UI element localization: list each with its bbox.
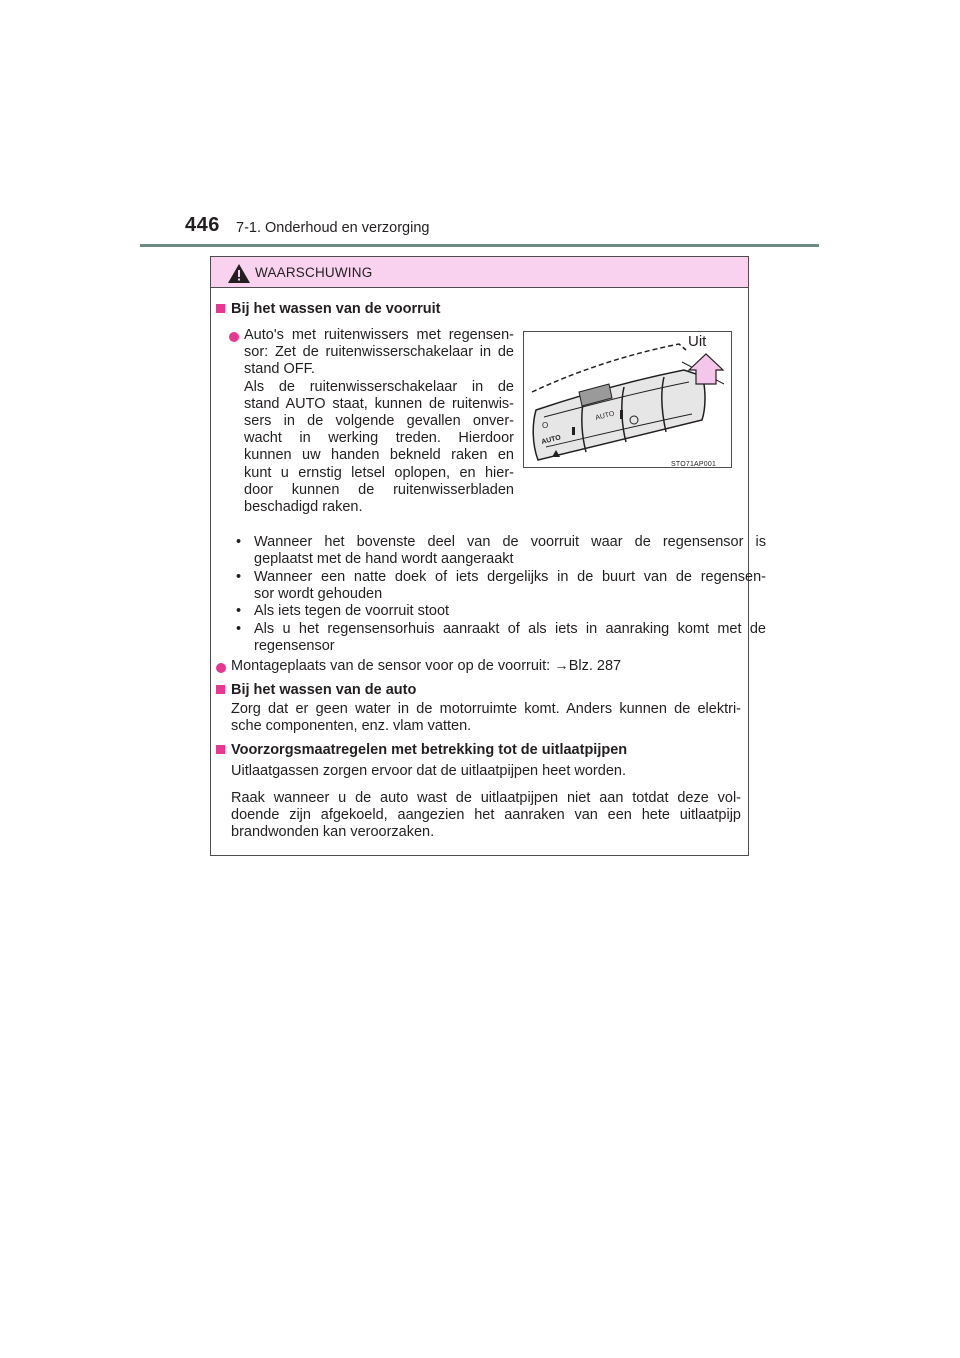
bullet-regensensor: Auto's met ruitenwissers met regensen- sor: Zet de ruitenwisserschakelaar in de stand OFF. Als de ruitenwisserschakelaar in de stand AUTO staat, kunnen de ruitenwis- sers in de volgende gevallen onver- wacht in werking treden. Hierdoor kunnen uw handen bekneld raken en kunt u ernstig letsel oplopen, en hier- door kunnen de ruitenwisserbladen beschadigd raken. (244, 327, 514, 516)
figure-code: STO71AP001 (671, 461, 717, 468)
section-paragraph: Uitlaatgassen zorgen ervoor dat de uitlaatpijpen heet worden. (231, 763, 626, 779)
warning-title: WAARSCHUWING (255, 265, 373, 280)
warning-box: WAARSCHUWING Bij het wassen van de voorruit Auto's met ruitenwissers met regensen- sor: Zet de ruitenwisserschakelaar in de stand OFF. Als de ruitenwisserschakelaar in de stand AUTO staat, kunnen de ruitenwis- sers in de volgende gevallen onver- wacht in werking treden. Hierdoor kunnen uw handen bekneld raken en kunt u ernstig letsel oplopen, en hier- door kunnen de ruitenwisserbladen beschadigd raken. AUTO AUTO O Uit STO71AP001 • Wanneer het bovenste deel van de voorruit waar de regensensor is geplaatst met de hand wordt aangeraakt • Wanneer een natte doek of iets dergelijks in de buurt van de regensen- sor wordt gehouden • Als iets tegen de voorruit stoot • Als u het regensensorhuis aanraakt of als iets in aanraking komt met de regensensor Montageplaats van de sensor voor op de voorruit: →Blz. 287 Bij het wassen van de auto Zorg dat er geen water in de motorruimte komt. Anders kunnen de elektri- sche componenten, enz. vlam vatten. Voorzorgsmaatregelen met betrekking tot de uitlaatpijpen Uitlaatgassen zorgen ervoor dat de uitlaatpijpen heet worden. Raak wanneer u de auto wast de uitlaatpijpen niet aan totdat deze vol- doende zijn afgekoeld, aangezien het aanraken van een hete uitlaatpijp brandwonden kan veroorzaken. (210, 256, 749, 856)
warning-header (211, 257, 748, 288)
square-bullet-icon (216, 304, 225, 313)
wiper-switch-figure (523, 331, 732, 468)
circle-bullet-icon (216, 663, 226, 673)
circle-bullet-icon (229, 332, 239, 342)
header-rule (140, 244, 819, 247)
switch-auto-label-1: AUTO (594, 410, 616, 422)
figure-label: Uit (688, 333, 707, 350)
square-bullet-icon (216, 745, 225, 754)
sensor-location-note: Montageplaats van de sensor voor op de voorruit: →Blz. 287 (231, 658, 622, 674)
section-heading-voorruit: Bij het wassen van de voorruit (216, 301, 441, 318)
page-number: 446 (185, 214, 220, 236)
switch-auto-label-2: AUTO (540, 434, 562, 446)
warning-triangle-icon (228, 264, 250, 283)
section-paragraph: Raak wanneer u de auto wast de uitlaatpijpen niet aan totdat deze vol- doende zijn afgekoeld, aangezien het aanraken van een hete uitlaatpijp brandwonden kan veroorzaken. (231, 790, 741, 841)
section-title: 7-1. Onderhoud en verzorging (236, 220, 430, 236)
section-paragraph: Zorg dat er geen water in de motorruimte komt. Anders kunnen de elektri- sche componenten, enz. vlam vatten. (231, 701, 741, 735)
section-heading-auto: Bij het wassen van de auto (216, 682, 416, 699)
square-bullet-icon (216, 685, 225, 694)
section-heading-uitlaatpijpen: Voorzorgsmaatregelen met betrekking tot de uitlaatpijpen (216, 742, 627, 759)
wiper-switch-illustration (524, 332, 731, 467)
switch-off-label: O (542, 421, 549, 430)
